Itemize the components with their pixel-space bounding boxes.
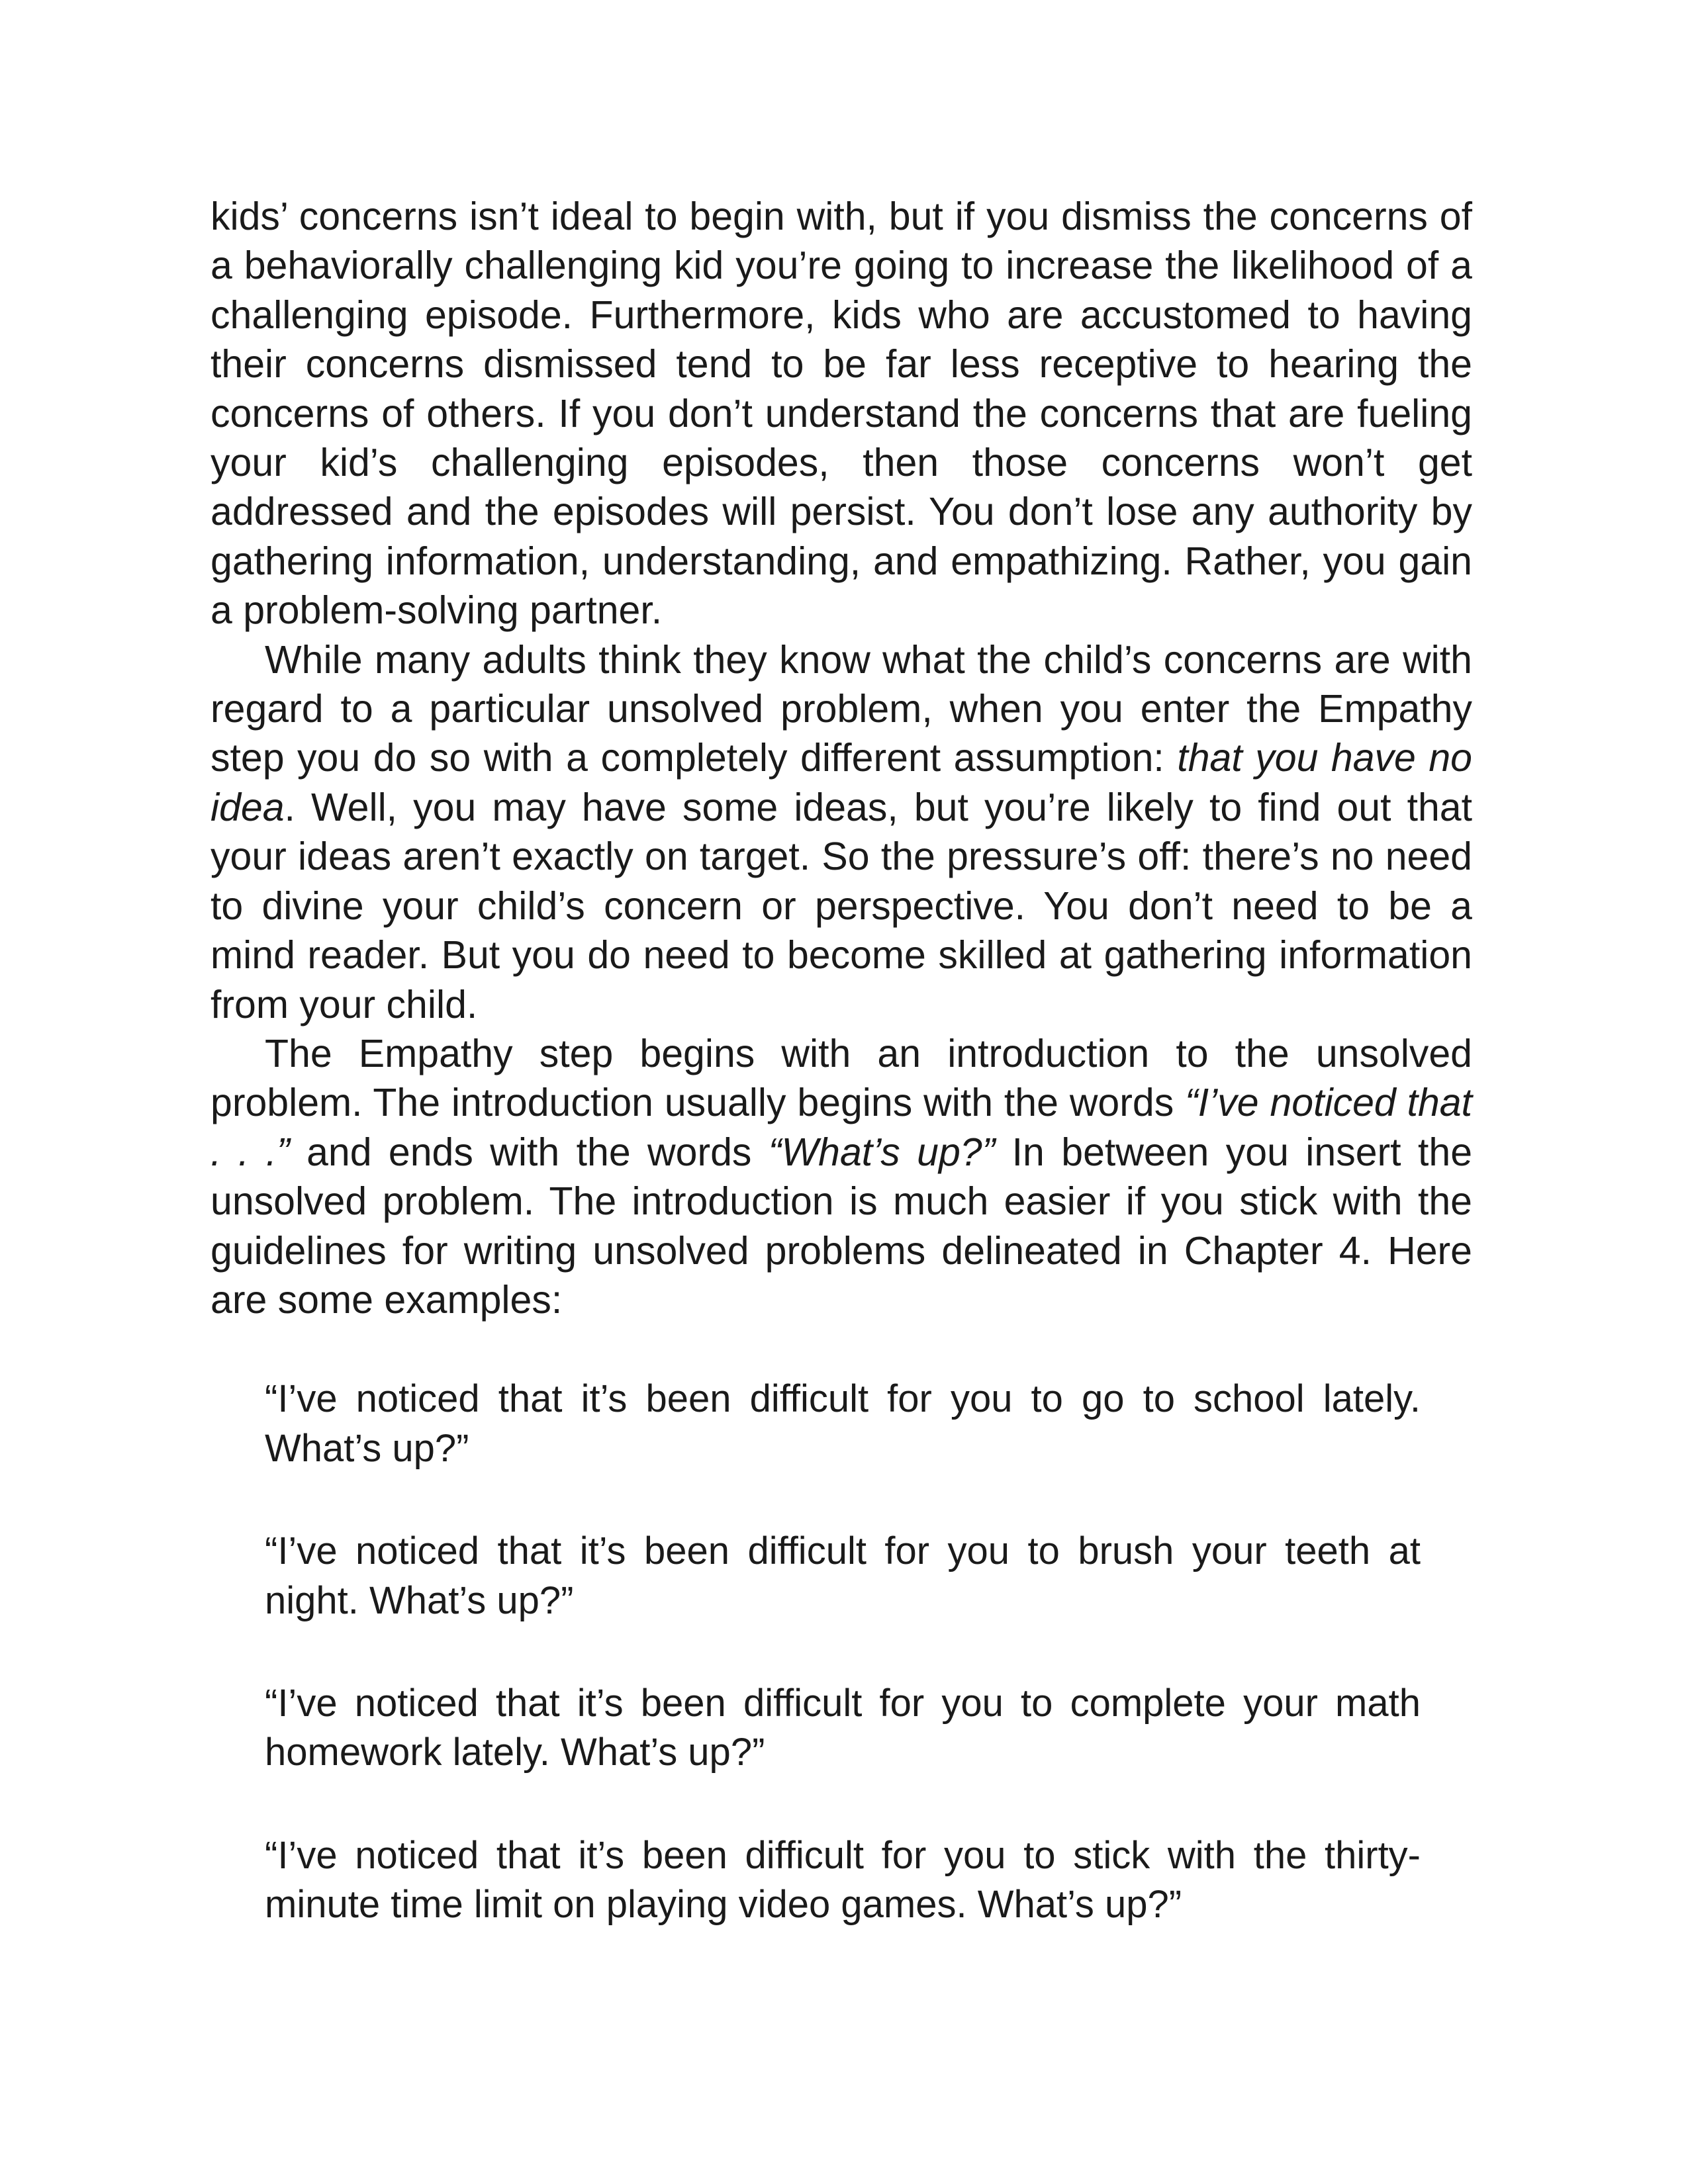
paragraph-text: In between you insert the unsolved problem. The introduction is much easier if you stick with the guidelines for writing unsolved problems delineated in Chapter 4. Here are some examples: — [211, 1130, 1473, 1322]
emphasis-text: “I’ve noticed that . . .” — [211, 1081, 1472, 1174]
example-quote: “I’ve noticed that it’s been difficult for you to stick with the thirty-minute time limit on playing video games. What’s up?” — [265, 1833, 1421, 1927]
paragraph-empathy-introduction — [211, 1029, 1472, 1324]
paragraph-empathy-assumption — [211, 635, 1472, 1029]
example-quote: “I’ve noticed that it’s been difficult for you to go to school lately. What’s up?” — [265, 1377, 1421, 1470]
example-list — [265, 1375, 1421, 1929]
body-text — [211, 192, 1472, 1930]
paragraph-text: The Empathy step begins with an introduction to the unsolved problem. The introduction usually begins with the words — [211, 1031, 1472, 1125]
paragraph-text: . Well, you may have some ideas, but you’re likely to find out that your ideas aren’t exactly on target. So the pressure’s off: there’s no need to divine your child’s concern or perspective. You don’t need to be a mind reader. But you do need to become skilled at gathering information from your child. — [211, 785, 1472, 1026]
paragraph-text: While many adults think they know what the child’s concerns are with regard to a particular unsolved problem, when you enter the Empathy step you do so with a completely different assumption: — [211, 637, 1472, 780]
paragraph-text: kids’ concerns isn’t ideal to begin with, but if you dismiss the concerns of a behaviorally challenging kid you’re going to increase the likelihood of a challenging episode. Furthermore, kids who are accustomed to having their concerns dismissed tend to be far less receptive to hearing the concerns of others. If you don’t understand the concerns that are fueling your kid’s challenging episodes, then those concerns won’t get addressed and the episodes will persist. You don’t lose any authority by gathering information, understanding, and empathizing. Rather, you gain a problem-solving partner. — [211, 195, 1472, 633]
emphasis-text: that you have no idea — [211, 736, 1472, 829]
paragraph-dismissing-concerns — [211, 192, 1472, 635]
emphasis-text: “What’s up?” — [768, 1130, 996, 1174]
example-quote: “I’ve noticed that it’s been difficult for you to brush your teeth at night. What’s up?” — [265, 1529, 1421, 1622]
example-quote: “I’ve noticed that it’s been difficult for you to complete your math homework lately. What’s up?” — [265, 1681, 1421, 1774]
paragraph-text: and ends with the words — [289, 1130, 769, 1174]
